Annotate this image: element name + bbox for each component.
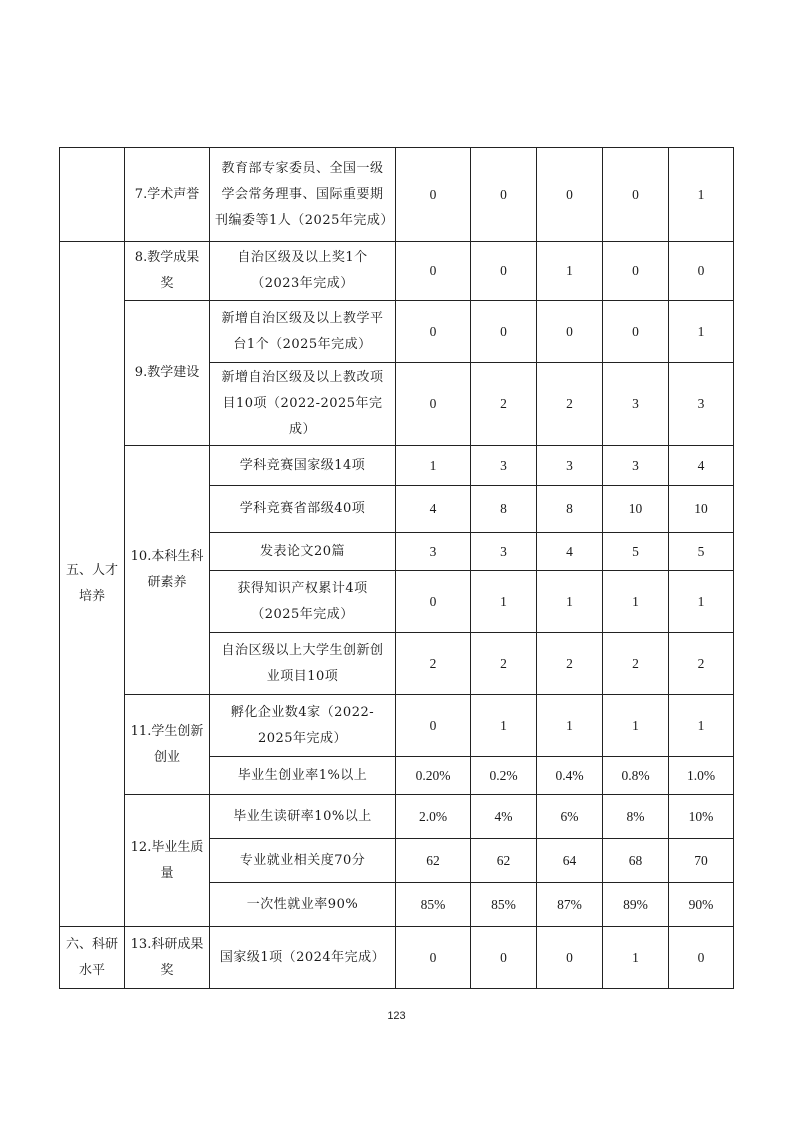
value-cell: 1 bbox=[669, 695, 734, 757]
value-cell: 3 bbox=[471, 446, 537, 486]
value-cell: 1.0% bbox=[669, 757, 734, 795]
indicator-cell: 专业就业相关度70分 bbox=[210, 839, 396, 883]
value-cell: 0 bbox=[603, 301, 669, 363]
value-cell: 3 bbox=[537, 446, 603, 486]
value-cell: 0 bbox=[537, 927, 603, 989]
value-cell: 10 bbox=[603, 486, 669, 533]
value-cell: 62 bbox=[396, 839, 471, 883]
indicator-cell: 毕业生创业率1%以上 bbox=[210, 757, 396, 795]
value-cell: 3 bbox=[603, 446, 669, 486]
value-cell: 5 bbox=[603, 533, 669, 571]
value-cell: 4 bbox=[537, 533, 603, 571]
value-cell: 3 bbox=[396, 533, 471, 571]
indicator-cell: 自治区级及以上奖1个（2023年完成） bbox=[210, 242, 396, 301]
value-cell: 62 bbox=[471, 839, 537, 883]
value-cell: 2 bbox=[471, 363, 537, 446]
value-cell: 0 bbox=[603, 242, 669, 301]
value-cell: 4% bbox=[471, 795, 537, 839]
value-cell: 0 bbox=[396, 571, 471, 633]
value-cell: 1 bbox=[396, 446, 471, 486]
value-cell: 2 bbox=[537, 363, 603, 446]
category-cell bbox=[60, 148, 125, 242]
value-cell: 70 bbox=[669, 839, 734, 883]
value-cell: 0 bbox=[471, 301, 537, 363]
value-cell: 0.20% bbox=[396, 757, 471, 795]
value-cell: 1 bbox=[537, 695, 603, 757]
value-cell: 0 bbox=[396, 242, 471, 301]
value-cell: 1 bbox=[471, 695, 537, 757]
value-cell: 0 bbox=[396, 301, 471, 363]
value-cell: 4 bbox=[396, 486, 471, 533]
value-cell: 10% bbox=[669, 795, 734, 839]
value-cell: 1 bbox=[669, 571, 734, 633]
table-row bbox=[60, 301, 734, 363]
value-cell: 8% bbox=[603, 795, 669, 839]
indicator-cell: 自治区级以上大学生创新创业项目10项 bbox=[210, 633, 396, 695]
value-cell: 0.4% bbox=[537, 757, 603, 795]
value-cell: 8 bbox=[537, 486, 603, 533]
value-cell: 2 bbox=[603, 633, 669, 695]
indicator-cell: 新增自治区级及以上教学平台1个（2025年完成） bbox=[210, 301, 396, 363]
indicator-cell: 教育部专家委员、全国一级学会常务理事、国际重要期刊编委等1人（2025年完成） bbox=[210, 148, 396, 242]
subcategory-cell: 7.学术声誉 bbox=[125, 148, 210, 242]
value-cell: 2 bbox=[471, 633, 537, 695]
value-cell: 0 bbox=[396, 927, 471, 989]
subcategory-cell: 9.教学建设 bbox=[125, 301, 210, 446]
value-cell: 0.2% bbox=[471, 757, 537, 795]
value-cell: 0 bbox=[471, 927, 537, 989]
value-cell: 5 bbox=[669, 533, 734, 571]
subcategory-cell: 10.本科生科研素养 bbox=[125, 446, 210, 695]
value-cell: 0 bbox=[396, 363, 471, 446]
value-cell: 2 bbox=[396, 633, 471, 695]
value-cell: 10 bbox=[669, 486, 734, 533]
value-cell: 0 bbox=[396, 148, 471, 242]
subcategory-cell: 12.毕业生质量 bbox=[125, 795, 210, 927]
value-cell: 0 bbox=[537, 148, 603, 242]
indicator-cell: 一次性就业率90% bbox=[210, 883, 396, 927]
page-number: 123 bbox=[387, 1010, 406, 1022]
value-cell: 1 bbox=[669, 301, 734, 363]
value-cell: 6% bbox=[537, 795, 603, 839]
value-cell: 1 bbox=[603, 571, 669, 633]
value-cell: 1 bbox=[603, 927, 669, 989]
category-cell: 六、科研水平 bbox=[60, 927, 125, 989]
value-cell: 1 bbox=[537, 242, 603, 301]
table-row bbox=[60, 446, 734, 486]
indicator-cell: 新增自治区级及以上教改项目10项（2022-2025年完成） bbox=[210, 363, 396, 446]
indicator-cell: 孵化企业数4家（2022-2025年完成） bbox=[210, 695, 396, 757]
value-cell: 0 bbox=[669, 927, 734, 989]
table-row bbox=[60, 695, 734, 757]
indicator-table bbox=[59, 147, 734, 989]
value-cell: 2.0% bbox=[396, 795, 471, 839]
value-cell: 89% bbox=[603, 883, 669, 927]
indicator-cell: 学科竞赛国家级14项 bbox=[210, 446, 396, 486]
value-cell: 2 bbox=[669, 633, 734, 695]
subcategory-cell: 8.教学成果奖 bbox=[125, 242, 210, 301]
value-cell: 0 bbox=[603, 148, 669, 242]
value-cell: 87% bbox=[537, 883, 603, 927]
category-cell: 五、人才培养 bbox=[60, 242, 125, 927]
table-row bbox=[60, 927, 734, 989]
value-cell: 1 bbox=[471, 571, 537, 633]
value-cell: 3 bbox=[471, 533, 537, 571]
value-cell: 0 bbox=[396, 695, 471, 757]
subcategory-cell: 11.学生创新创业 bbox=[125, 695, 210, 795]
indicator-cell: 学科竞赛省部级40项 bbox=[210, 486, 396, 533]
value-cell: 2 bbox=[537, 633, 603, 695]
value-cell: 85% bbox=[396, 883, 471, 927]
value-cell: 0 bbox=[669, 242, 734, 301]
value-cell: 0 bbox=[471, 148, 537, 242]
indicator-cell: 获得知识产权累计4项（2025年完成） bbox=[210, 571, 396, 633]
subcategory-cell: 13.科研成果奖 bbox=[125, 927, 210, 989]
value-cell: 85% bbox=[471, 883, 537, 927]
table-row bbox=[60, 148, 734, 242]
value-cell: 4 bbox=[669, 446, 734, 486]
indicator-cell: 发表论文20篇 bbox=[210, 533, 396, 571]
value-cell: 1 bbox=[669, 148, 734, 242]
value-cell: 68 bbox=[603, 839, 669, 883]
indicator-cell: 毕业生读研率10%以上 bbox=[210, 795, 396, 839]
value-cell: 1 bbox=[537, 571, 603, 633]
value-cell: 0.8% bbox=[603, 757, 669, 795]
value-cell: 1 bbox=[603, 695, 669, 757]
table-row bbox=[60, 242, 734, 301]
value-cell: 8 bbox=[471, 486, 537, 533]
table-row bbox=[60, 795, 734, 839]
value-cell: 90% bbox=[669, 883, 734, 927]
value-cell: 3 bbox=[669, 363, 734, 446]
value-cell: 0 bbox=[537, 301, 603, 363]
indicator-cell: 国家级1项（2024年完成） bbox=[210, 927, 396, 989]
value-cell: 3 bbox=[603, 363, 669, 446]
value-cell: 0 bbox=[471, 242, 537, 301]
value-cell: 64 bbox=[537, 839, 603, 883]
